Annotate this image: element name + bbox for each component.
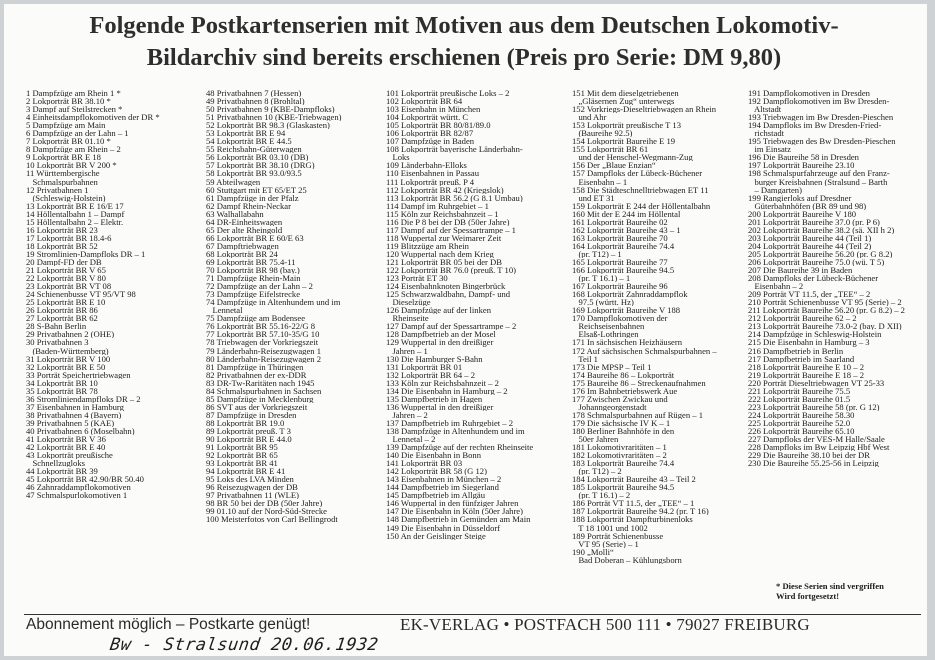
- series-entry: 86 SVT aus der Vorkriegszeit: [206, 402, 308, 411]
- series-entry: 41 Lokporträt BR V 36: [26, 435, 106, 444]
- series-entry: 192 Dampflokomotiven im Bw Dresden-: [748, 97, 890, 106]
- series-entry: 151 Mit dem dieselgetriebenen: [572, 89, 679, 98]
- series-entry: 148 Dampfbetrieb in Gemünden am Main: [386, 515, 531, 524]
- series-entry: 4 Einheitsdampflokomotiven der DR *: [26, 113, 160, 122]
- series-entry: 225 Lokporträt Baureihe 52.0: [748, 418, 851, 427]
- series-entry: 175 Baureihe 86 – Streckenaufnahmen: [572, 378, 706, 387]
- series-entry: 196 Die Baureihe 58 in Dresden: [748, 153, 859, 162]
- series-entry: 34 Lokporträt BR 10: [26, 378, 98, 387]
- series-entry: 5 Dampfzüge am Main: [26, 121, 106, 130]
- series-entry: 189 Porträt Schienenbusse: [572, 531, 664, 540]
- series-entry: 190 „Molli“: [572, 547, 614, 556]
- series-entry: 95 Loks des LVA Minden: [206, 475, 294, 484]
- series-entry: 28 S-Bahn Berlin: [26, 322, 87, 331]
- series-entry: 92 Lokporträt BR 65: [206, 451, 278, 460]
- note-line-2: Wird fortgesetzt!: [776, 591, 840, 601]
- series-entry: 46 Zahnraddampflokomotiven: [26, 483, 131, 492]
- series-entry: 221 Lokporträt Baureihe 75.5: [748, 386, 851, 395]
- series-entry: 36 Stromliniendampfloks DR – 2: [26, 394, 141, 403]
- series-entry: 76 Lokporträt BR 55.16-22/G 8: [206, 322, 316, 331]
- series-entry: 10 Lokporträt BR V 200 *: [26, 161, 117, 170]
- series-entry: 59 Abteilwagen: [206, 177, 261, 186]
- series-entry: 213 Lokporträt Baureihe 73.0-2 (bay. D XII): [748, 322, 902, 331]
- series-entry: Teil 1: [572, 354, 598, 363]
- series-entry: 187 Lokporträt Baureihe 94.2 (pr. T 16): [572, 507, 709, 516]
- series-entry: 182 Lokomotivraritäten – 2: [572, 451, 667, 460]
- series-entry: 122 Lokporträt BR 76.0 (preuß. T 10): [386, 266, 517, 275]
- series-entry: 25 Lokporträt BR E 10: [26, 298, 106, 307]
- series-entry: im Einsatz: [748, 145, 791, 154]
- series-entry: 102 Lokporträt BR 64: [386, 97, 463, 106]
- series-entry: 83 DR-Tw-Raritäten nach 1945: [206, 378, 315, 387]
- series-list: [26, 89, 926, 609]
- series-entry: 116 Die P 8 bei der DB (50er Jahre): [386, 217, 510, 226]
- series-entry: Jahren – 2: [386, 410, 428, 419]
- series-entry: 124 Eisenbahnknoten Bingerbrück: [386, 282, 506, 291]
- series-entry: 20 Dampf-FD der DB: [26, 257, 102, 267]
- series-entry: 66 Lokporträt BR E 60/E 63: [206, 233, 304, 242]
- series-entry: 78 Triebwagen der Vorkriegszeit: [206, 338, 319, 347]
- series-entry: 193 Triebwagen im Bw Dresden-Pieschen: [748, 113, 894, 122]
- series-entry: 228 Dampfloks im Bw Leipzig Hbf West: [748, 443, 890, 452]
- series-entry: 157 Dampfloks der Lübeck-Büchener: [572, 169, 703, 178]
- series-entry: 185 Lokporträt Baureihe 94.5: [572, 483, 675, 492]
- series-entry: Güterbahnhöfen (BR 89 und 98): [748, 201, 867, 210]
- series-entry: Altstadt: [748, 105, 782, 114]
- series-entry: 132 Lokporträt BR 64 – 2: [386, 370, 476, 379]
- postcard: [4, 4, 927, 656]
- series-entry: 209 Porträt VT 11.5, der „TEE“ – 2: [748, 290, 871, 299]
- series-entry: 144 Dampfbetrieb im Siegerland: [386, 483, 499, 492]
- series-entry: 24 Schienenbusse VT 95/VT 98: [26, 290, 136, 299]
- series-entry: 58 Lokporträt BR 93.0/93.5: [206, 169, 302, 178]
- series-entry: T 18 1001 und 1002: [572, 523, 648, 532]
- series-entry: 223 Lokporträt Baureihe 58 (pr. G 12): [748, 402, 880, 411]
- series-entry: und Ahr: [572, 113, 607, 122]
- series-entry: 114 Dampf im Ruhrgebiet – 1: [386, 201, 489, 210]
- series-entry: 108 Lokporträt bayerische Länderbahn-: [386, 145, 523, 154]
- series-entry: 230 Die Baureihe 55.25-56 in Leipzig: [748, 459, 879, 468]
- series-entry: 94 Lokporträt BR E 41: [206, 467, 286, 476]
- series-entry: 3 Dampf auf Steilstrecken *: [26, 105, 123, 114]
- series-entry: 150 An der Geislinger Steige: [386, 531, 486, 540]
- series-entry: 184 Lokporträt Baureihe 43 – Teil 2: [572, 475, 696, 484]
- series-entry: 226 Lokporträt Baureihe 65.10: [748, 426, 855, 436]
- series-entry: 38 Privatbahnen 4 (Bayern): [26, 410, 122, 419]
- series-entry: 53 Lokporträt BR E 94: [206, 129, 286, 138]
- series-entry: 203 Lokporträt Baureihe 44 (Teil 1): [748, 233, 872, 242]
- series-entry: burger Kreisbahnen (Stralsund – Barth: [748, 177, 888, 186]
- series-entry: 135 Dampfbetrieb in Hagen: [386, 394, 483, 403]
- series-entry: 8 Dampfzüge am Rhein – 2: [26, 145, 121, 154]
- series-entry: Bad Doberan – Kühlungsborn: [572, 555, 682, 564]
- series-entry: 9 Lokporträt BR E 18: [26, 153, 101, 162]
- series-entry: „Gläsernen Zug“ unterwegs: [572, 97, 675, 106]
- series-entry: Lennetal – 2: [386, 435, 436, 444]
- series-entry: richstadt: [748, 129, 785, 138]
- series-entry: (Baden-Württemberg): [26, 346, 109, 355]
- series-entry: 174 Baureihe 86 – Lokporträt: [572, 370, 675, 379]
- series-entry: 224 Lokporträt Baureihe 58.30: [748, 410, 855, 419]
- series-entry: 71 Dampfzüge Rhein-Main: [206, 274, 301, 283]
- series-entry: 219 Lokporträt Baureihe E 18 – 2: [748, 370, 864, 379]
- series-entry: 191 Dampflokomotiven in Dresden: [748, 89, 870, 98]
- series-entry: 123 Porträt ET 30: [386, 274, 448, 283]
- series-entry: 64 DR-Einheitswagen: [206, 217, 283, 226]
- series-entry: 60 Stuttgart mit ET 65/ET 25: [206, 185, 307, 194]
- series-entry: (pr. T 16.1) – 1: [572, 274, 631, 283]
- series-entry: Eisenbahn – 1: [572, 177, 628, 186]
- series-entry: 164 Lokporträt Baureihe 74.4: [572, 241, 675, 250]
- series-entry: 173 Die MPSP – Teil 1: [572, 362, 652, 371]
- series-entry: 18 Lokporträt BR 52: [26, 241, 98, 250]
- series-entry: 143 Eisenbahnen in München – 2: [386, 475, 502, 484]
- title-line-1: Folgende Postkartenserien mit Motiven aus dem Deutschen Lokomotiv-: [89, 12, 839, 39]
- series-entry: 109 Länderbahn-Elloks: [386, 161, 467, 170]
- series-entry: Eisenbahn – 2: [748, 282, 804, 291]
- series-entry: 107 Dampfzüge in Baden: [386, 137, 475, 146]
- series-entry: 120 Wuppertal nach dem Krieg: [386, 249, 494, 258]
- series-entry: 125 Schwarzwaldbahn, Dampf- und: [386, 290, 511, 299]
- series-entry: 112 Lokporträt BR 42 (Kriegslok): [386, 185, 504, 194]
- series-entry: 129 Wuppertal in den dreißiger: [386, 338, 494, 347]
- series-entry: 179 Die sächsische IV K – 1: [572, 418, 671, 427]
- series-entry: 171 In sächsischen Heizhäusern: [572, 338, 683, 347]
- series-entry: 69 Lokporträt BR 75.4-11: [206, 257, 296, 267]
- series-entry: 49 Privatbahnen 8 (Brohltal): [206, 97, 305, 106]
- series-entry: 207 Die Baureihe 39 in Baden: [748, 266, 853, 275]
- series-entry: 26 Lokporträt BR 86: [26, 306, 98, 315]
- series-entry: 194 Dampfloks im Bw Dresden-Fried-: [748, 121, 882, 130]
- series-entry: 126 Dampfzüge auf der linken: [386, 306, 491, 315]
- subscription-note: Abonnement möglich – Postkarte genügt!: [26, 616, 311, 633]
- series-entry: (pr. T12) – 1: [572, 249, 622, 258]
- series-entry: 118 Wuppertal zur Weimarer Zeit: [386, 233, 502, 242]
- series-entry: 130 Die Hamburger S-Bahn: [386, 354, 483, 363]
- series-entry: 222 Lokporträt Baureihe 01.5: [748, 394, 851, 403]
- series-entry: 140 Die Eisenbahn in Bonn: [386, 451, 481, 460]
- series-entry: 149 Die Eisenbahn in Düsseldorf: [386, 523, 501, 532]
- series-entry: 202 Lokporträt Baureihe 38.2 (sä. XII h 2): [748, 225, 895, 234]
- series-entry: 177 Zwischen Zwickau und: [572, 394, 668, 403]
- series-entry: 15 Höllentalbahn 2 – Elektr.: [26, 217, 124, 226]
- series-entry: 82 Privatbahnen der ex-DDR: [206, 370, 307, 379]
- series-entry: 51 Privatbahnen 10 (KBE-Triebwagen): [206, 113, 342, 122]
- series-entry: 23 Lokporträt BR VT 08: [26, 282, 112, 291]
- series-entry: Schnellzugloks: [26, 459, 85, 468]
- series-entry: 42 Lokporträt BR E 40: [26, 443, 106, 452]
- series-entry: 127 Dampf auf der Spessartrampe – 2: [386, 322, 517, 331]
- series-entry: Dieselzüge: [386, 298, 431, 307]
- series-entry: 113 Lokporträt BR 56.2 (G 8.1 Umbau): [386, 193, 523, 202]
- series-entry: 168 Lokporträt Zahnraddampflok: [572, 290, 688, 299]
- series-entry: 11 Württembergische: [26, 169, 100, 178]
- series-entry: und der Henschel-Wegmann-Zug: [572, 153, 693, 162]
- series-entry: 201 Lokporträt Baureihe 37.0 (pr. P 6): [748, 217, 880, 226]
- series-entry: 153 Lokporträt preußische T 13: [572, 121, 681, 130]
- series-entry: 110 Eisenbahnen in Passau: [386, 169, 480, 178]
- series-entry: 52 Lokporträt BR 98.3 (Glaskasten): [206, 121, 330, 130]
- series-entry: 183 Lokporträt Baureihe 74.4: [572, 459, 675, 468]
- series-entry: 198 Schmalspurfahrzeuge auf den Franz-: [748, 169, 890, 178]
- series-entry: Elsaß-Lothringen: [572, 330, 639, 339]
- series-entry: 98 BR 50 bei der DB (50er Jahre): [206, 499, 323, 508]
- series-entry: 84 Schmalspurbahnen in Sachsen: [206, 386, 322, 395]
- series-entry: 131 Lokporträt BR 01: [386, 362, 463, 371]
- series-entry: 55 Reichsbahn-Güterwagen: [206, 145, 302, 154]
- series-entry: 99 01.10 auf der Nord-Süd-Strecke: [206, 507, 327, 516]
- series-entry: 165 Lokporträt Baureihe 77: [572, 257, 668, 267]
- series-entry: 35 Lokporträt BR 78: [26, 386, 98, 395]
- series-entry: 188 Lokporträt Dampfturbinenloks: [572, 515, 693, 524]
- series-entry: 32 Lokporträt BR E 50: [26, 362, 106, 371]
- series-entry: 163 Lokporträt Baureihe 70: [572, 233, 668, 242]
- series-entry: 178 Schmalspurbahnen auf Rügen – 1: [572, 410, 704, 419]
- series-entry: 197 Lokporträt Baureihe 23.10: [748, 161, 855, 170]
- series-entry: Rheinseite: [386, 314, 429, 323]
- series-entry: – Damgarten): [748, 185, 802, 194]
- series-entry: 136 Wuppertal in den dreißiger: [386, 402, 494, 411]
- handwritten-annotation: Bw - Stralsund 20.06.1932: [108, 635, 380, 655]
- series-entry: 80 Länderbahn-Reisezugwagen 2: [206, 354, 322, 363]
- series-entry: Reichseisenbahnen: [572, 322, 645, 331]
- series-entry: 74 Dampfzüge in Altenhundem und im: [206, 298, 341, 307]
- series-entry: 217 Dampfbetrieb im Saarland: [748, 354, 855, 363]
- series-entry: 205 Lokporträt Baureihe 56.20 (pr. G 8.2): [748, 249, 893, 258]
- series-entry: 77 Lokporträt BR 57.10-35/G 10: [206, 330, 320, 339]
- series-entry: 79 Länderbahn-Reisezugwagen 1: [206, 346, 322, 355]
- series-entry: 19 Stromlinien-Dampfloks DR – 1: [26, 249, 146, 258]
- series-entry: 87 Dampfzüge in Dresden: [206, 410, 297, 419]
- series-entry: 159 Lokporträt E 244 der Höllentalbahn: [572, 201, 711, 210]
- series-entry: 62 Dampf Rhein-Neckar: [206, 201, 291, 210]
- series-column-3: [386, 89, 571, 540]
- series-entry: 152 Vorkriegs-Dieseltriebwagen an Rhein: [572, 105, 717, 114]
- series-entry: 1 Dampfzüge am Rhein 1 *: [26, 89, 121, 98]
- series-entry: 121 Lokporträt BR 05 bei der DB: [386, 257, 502, 267]
- series-entry: 154 Lokporträt Baureihe E 19: [572, 137, 676, 146]
- series-entry: 68 Lokporträt BR 24: [206, 249, 278, 258]
- series-entry: VT 95 (Serie) – 1: [572, 539, 639, 548]
- series-entry: 104 Lokporträt württ. C: [386, 113, 469, 122]
- series-entry: 45 Lokporträt BR 42.90/BR 50.40: [26, 475, 144, 484]
- series-entry: Lennetal: [206, 306, 243, 315]
- series-entry: 61 Dampfzüge in der Pfalz: [206, 193, 299, 202]
- series-entry: 161 Lokporträt Baureihe 02: [572, 217, 668, 226]
- series-entry: 44 Lokporträt BR 39: [26, 467, 98, 476]
- series-entry: 167 Lokporträt Baureihe 96: [572, 282, 668, 291]
- series-entry: 211 Lokporträt Baureihe 56.20 (pr. G 8.2) – 2: [748, 306, 905, 315]
- series-entry: 169 Lokporträt Baureihe V 188: [572, 306, 681, 315]
- series-entry: 139 Dampfzüge auf der rechten Rheinseite: [386, 443, 534, 452]
- series-entry: 73 Dampfzüge Eifelstrecke: [206, 290, 301, 299]
- series-entry: (Schleswig-Holstein): [26, 193, 106, 202]
- series-entry: 100 Meisterfotos von Carl Bellingrodt: [206, 515, 338, 524]
- series-entry: 12 Privatbahnen 1: [26, 185, 89, 194]
- series-entry: 75 Dampfzüge am Bodensee: [206, 314, 306, 323]
- series-entry: 142 Lokporträt BR 58 (G 12): [386, 467, 487, 476]
- series-entry: 6 Dampfzüge an der Lahn – 1: [26, 129, 129, 138]
- series-entry: 56 Lokporträt BR 03.10 (DB): [206, 153, 309, 162]
- series-entry: 103 Eisenbahn in München: [386, 105, 481, 114]
- out-of-print-note: [776, 581, 916, 601]
- series-entry: 85 Dampfzüge in Mecklenburg: [206, 394, 314, 403]
- series-entry: 22 Lokporträt BR V 80: [26, 274, 106, 283]
- series-column-4: [572, 89, 746, 564]
- series-entry: und ET 31: [572, 193, 615, 202]
- series-entry: 181 Lokomotivraritäten – 1: [572, 443, 667, 452]
- series-entry: 88 Lokporträt BR 19.0: [206, 418, 285, 427]
- series-entry: 40 Privatbahnen 6 (Moselbahn): [26, 426, 135, 436]
- series-entry: 200 Lokporträt Baureihe V 180: [748, 209, 857, 218]
- series-entry: 141 Lokporträt BR 03: [386, 459, 463, 468]
- series-entry: 81 Dampfzüge in Thüringen: [206, 362, 304, 371]
- series-entry: 37 Eisenbahnen in Hamburg: [26, 402, 124, 411]
- series-entry: 199 Rangierloks auf Dresdner: [748, 193, 852, 202]
- series-entry: 128 Dampfbetrieb an der Mosel: [386, 330, 496, 339]
- series-entry: 210 Porträt Schienenbusse VT 95 (Serie) – 2: [748, 298, 902, 307]
- series-entry: 158 Die Städteschnelltriebwagen ET 11: [572, 185, 709, 194]
- series-entry: 220 Porträt Dieseltriebwagen VT 25-33: [748, 378, 885, 387]
- series-entry: Johanngeorgenstadt: [572, 402, 647, 411]
- series-column-2: [206, 89, 387, 524]
- series-entry: 215 Die Eisenbahn in Hamburg – 3: [748, 338, 870, 347]
- series-entry: 2 Lokporträt BR 38.10 *: [26, 97, 111, 106]
- series-entry: 119 Blitzzüge am Rhein: [386, 241, 469, 250]
- series-entry: 212 Lokporträt Baureihe 62 – 2: [748, 314, 857, 323]
- series-entry: (Baureihe 92.5): [572, 129, 633, 138]
- series-entry: 214 Dampfzüge in Schleswig-Holstein: [748, 330, 882, 339]
- series-entry: 133 Köln zur Reichsbahnzeit – 2: [386, 378, 499, 387]
- series-entry: Jahren – 1: [386, 346, 428, 355]
- series-entry: 14 Höllentalbahn 1 – Dampf: [26, 209, 125, 218]
- series-entry: 54 Lokporträt BR E 44.5: [206, 137, 292, 146]
- series-entry: 105 Lokporträt BR 80/81/89.0: [386, 121, 491, 130]
- series-entry: 7 Lokporträt BR 01.10 *: [26, 137, 111, 146]
- series-entry: 67 Dampftriebwagen: [206, 241, 279, 250]
- series-entry: 146 Wuppertal in den fünfziger Jahren: [386, 499, 519, 508]
- series-entry: 172 Auf sächsischen Schmalspurbahnen –: [572, 346, 717, 355]
- series-entry: 117 Dampf auf der Spessartrampe – 1: [386, 225, 516, 234]
- series-entry: 160 Mit der E 244 im Höllental: [572, 209, 681, 218]
- series-entry: 13 Lokporträt BR E 16/E 17: [26, 201, 124, 210]
- series-entry: 97 Privatbahnen 11 (WLE): [206, 491, 299, 500]
- note-line-1: * Diese Serien sind vergriffen: [776, 581, 884, 591]
- series-entry: 96 Reisezugwagen der DB: [206, 483, 298, 492]
- series-entry: 93 Lokporträt BR 41: [206, 459, 278, 468]
- series-entry: 145 Dampfbetrieb im Allgäu: [386, 491, 486, 500]
- series-entry: 155 Lokporträt BR 61: [572, 145, 649, 154]
- series-column-5: [748, 89, 926, 467]
- series-entry: 204 Lokporträt Baureihe 44 (Teil 2): [748, 241, 872, 250]
- series-entry: 47 Schmalspurlokomotiven 1: [26, 491, 128, 500]
- series-entry: 70 Lokporträt BR 98 (bay.): [206, 266, 300, 275]
- series-entry: 111 Lokporträt preuß. P 4: [386, 177, 475, 186]
- series-entry: 137 Dampfbetrieb im Ruhrgebiet – 2: [386, 418, 514, 427]
- series-entry: 216 Dampfbetrieb in Berlin: [748, 346, 844, 355]
- series-entry: 31 Lokporträt BR V 100: [26, 354, 111, 363]
- series-entry: 43 Lokporträt preußische: [26, 451, 113, 460]
- series-entry: Schmalspurbahnen: [26, 177, 98, 186]
- series-entry: 50 Privatbahnen 9 (KBE-Dampfloks): [206, 105, 335, 114]
- series-entry: 106 Lokporträt BR 82/87: [386, 129, 474, 138]
- series-entry: 30 Privatbahnen 3: [26, 338, 89, 347]
- series-entry: 90 Lokporträt BR E 44.0: [206, 435, 292, 444]
- series-entry: 101 Lokporträt preußische Loks – 2: [386, 89, 510, 98]
- series-entry: 218 Lokporträt Baureihe E 10 – 2: [748, 362, 864, 371]
- series-entry: 176 Im Bahnbetriebswerk Aue: [572, 386, 678, 395]
- series-entry: 147 Die Eisenbahn in Köln (50er Jahre): [386, 507, 523, 516]
- series-entry: 97.5 (württ. Hz): [572, 298, 634, 307]
- series-entry: (pr. T12) – 2: [572, 467, 622, 476]
- series-entry: 57 Lokporträt BR 38.10 (DRG): [206, 161, 315, 170]
- series-entry: 134 Die Eisenbahn in Hamburg – 2: [386, 386, 508, 395]
- series-entry: 16 Lokporträt BR 23: [26, 225, 98, 234]
- series-entry: 195 Triebwagen des Bw Dresden-Pieschen: [748, 137, 896, 146]
- series-entry: 91 Lokporträt BR 95: [206, 443, 278, 452]
- series-entry: 65 Der alte Rheingold: [206, 225, 283, 234]
- series-entry: 50er Jahren: [572, 435, 619, 444]
- series-entry: 27 Lokporträt BR 62: [26, 314, 98, 323]
- series-entry: 206 Lokporträt Baureihe 75.0 (wü. T 5): [748, 257, 885, 267]
- series-entry: 29 Privatbahnen 2 (OHE): [26, 330, 115, 339]
- series-entry: 162 Lokporträt Baureihe 43 – 1: [572, 225, 681, 234]
- series-entry: 39 Privatbahnen 5 (KAE): [26, 418, 115, 427]
- series-entry: 48 Privatbahnen 7 (Hessen): [206, 89, 302, 98]
- publisher-address: EK-VERLAG • POSTFACH 500 111 • 79027 FREIBURG: [400, 615, 810, 634]
- series-entry: 138 Dampfzüge in Altenhundem und im: [386, 426, 525, 436]
- series-entry: 72 Dampfzüge an der Lahn – 2: [206, 282, 313, 291]
- series-entry: 186 Porträt VT 11.5, der „TEE“ – 1: [572, 499, 695, 508]
- series-entry: 208 Dampfloks der Lübeck-Büchener: [748, 274, 879, 283]
- series-entry: 166 Lokporträt Baureihe 94.5: [572, 266, 675, 275]
- series-entry: Loks: [386, 153, 410, 162]
- page-title: [24, 10, 904, 74]
- series-entry: (pr. T 16.1) – 2: [572, 491, 631, 500]
- series-entry: 180 Berliner Bahnhöfe in den: [572, 426, 675, 436]
- series-entry: 21 Lokporträt BR V 65: [26, 266, 106, 275]
- series-entry: 229 Die Baureihe 38.10 bei der DR: [748, 451, 870, 460]
- series-entry: 63 Walhallabahn: [206, 209, 264, 218]
- series-entry: 227 Dampfloks der VES-M Halle/Saale: [748, 435, 885, 444]
- series-entry: 115 Köln zur Reichsbahnzeit – 1: [386, 209, 499, 218]
- series-entry: 17 Lokporträt BR 18.4-6: [26, 233, 112, 242]
- series-column-1: [26, 89, 202, 499]
- series-entry: 89 Lokporträt preuß. T 3: [206, 426, 291, 436]
- series-entry: 156 Der „Blaue Enzian“: [572, 161, 656, 170]
- series-entry: 170 Dampflokomotiven der: [572, 314, 668, 323]
- series-entry: 33 Porträt Speichertriebwagen: [26, 370, 131, 379]
- title-line-2: Bildarchiv sind bereits erschienen (Preis pro Serie: DM 9,80): [146, 44, 782, 71]
